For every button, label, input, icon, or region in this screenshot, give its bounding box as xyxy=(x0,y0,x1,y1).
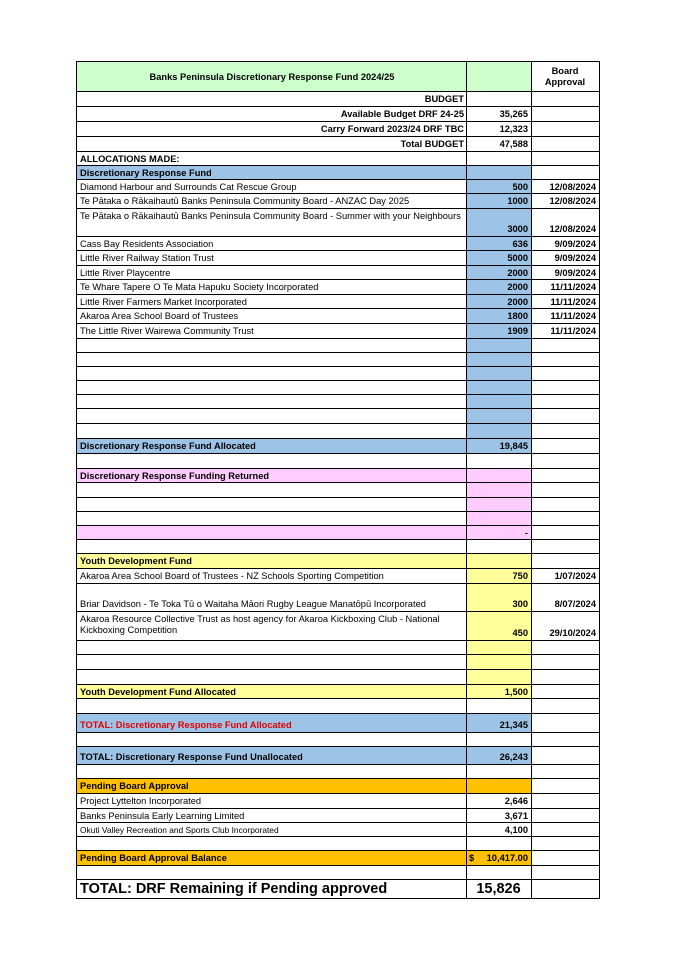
drf-grant-date: 12/08/2024 xyxy=(531,208,600,236)
pending-grant-name: Banks Peninsula Early Learning Limited xyxy=(76,808,466,822)
drf-grant-name: Cass Bay Residents Association xyxy=(76,236,466,250)
drf-grant-date: 11/11/2024 xyxy=(531,294,600,308)
total-allocated-row xyxy=(76,713,600,732)
remaining-label: TOTAL: DRF Remaining if Pending approved xyxy=(76,879,466,899)
drf-grant-name: Little River Farmers Market Incorporated xyxy=(76,294,466,308)
empty-row xyxy=(76,732,600,746)
drf-grant-name: The Little River Wairewa Community Trust xyxy=(76,323,466,338)
drf-grant-name: Te Whare Tapere O Te Mata Hapuku Society Incorporated xyxy=(76,279,466,294)
carry-forward-value: 12,323 xyxy=(466,121,531,136)
returned-total-row xyxy=(76,525,600,539)
pending-balance-row xyxy=(76,850,600,865)
table-row xyxy=(76,822,600,836)
sheet-title: Banks Peninsula Discretionary Response Fund 2024/25 xyxy=(76,61,466,91)
remaining-value: 15,826 xyxy=(466,879,531,899)
youth-heading-row xyxy=(76,553,600,568)
table-row xyxy=(76,294,600,308)
drf-grant-date: 9/09/2024 xyxy=(531,250,600,265)
empty-row xyxy=(76,423,600,438)
empty-row xyxy=(76,640,600,654)
drf-grant-date: 12/08/2024 xyxy=(531,179,600,193)
drf-grant-date: 9/09/2024 xyxy=(531,265,600,279)
empty-row xyxy=(76,453,600,468)
total-unallocated-row xyxy=(76,746,600,764)
drf-heading: Discretionary Response Fund xyxy=(76,165,466,179)
pending-balance-currency: $ xyxy=(469,853,475,863)
drf-grant-name: Little River Railway Station Trust xyxy=(76,250,466,265)
youth-grant-name: Briar Davidson - Te Toka Tū o Waitaha Māori Rugby League Manatōpū Incorporated xyxy=(76,583,466,611)
available-budget-row xyxy=(76,106,600,121)
drf-grant-amount: 1909 xyxy=(466,323,531,338)
table-row xyxy=(76,323,600,338)
drf-grant-amount: 636 xyxy=(466,236,531,250)
pending-heading-row xyxy=(76,778,600,793)
board-approval-header xyxy=(531,61,600,91)
returned-heading: Discretionary Response Funding Returned xyxy=(76,468,466,482)
empty-row xyxy=(76,497,600,511)
total-budget-row xyxy=(76,136,600,151)
empty-cell xyxy=(466,61,531,91)
pending-grant-amount: 2,646 xyxy=(466,793,531,808)
pending-heading: Pending Board Approval xyxy=(76,778,466,793)
pending-grant-name: Okuti Valley Recreation and Sports Club Incorporated xyxy=(76,822,466,836)
empty-row xyxy=(76,380,600,394)
empty-row xyxy=(76,865,600,879)
pending-balance-amount: 10,417.00 xyxy=(486,853,528,863)
drf-grant-name: Te Pātaka o Rākaihautū Banks Peninsula Community Board - Summer with your Neighbours xyxy=(76,208,466,236)
empty-row xyxy=(76,408,600,423)
board-approval-header-line2: Approval xyxy=(544,77,586,87)
table-row xyxy=(76,208,600,236)
available-budget-label: Available Budget DRF 24-25 xyxy=(76,106,466,121)
drf-grant-name: Little River Playcentre xyxy=(76,265,466,279)
drf-grant-date: 12/08/2024 xyxy=(531,193,600,208)
table-row xyxy=(76,611,600,640)
empty-row xyxy=(76,352,600,366)
empty-row xyxy=(76,764,600,778)
table-row xyxy=(76,236,600,250)
drf-grant-amount: 2000 xyxy=(466,294,531,308)
youth-allocated-label: Youth Development Fund Allocated xyxy=(76,684,466,698)
total-unallocated-label: TOTAL: Discretionary Response Fund Unallocated xyxy=(76,746,466,764)
allocations-made-label: ALLOCATIONS MADE: xyxy=(76,151,466,165)
youth-allocated-value: 1,500 xyxy=(466,684,531,698)
drf-grant-date: 11/11/2024 xyxy=(531,308,600,323)
table-row xyxy=(76,583,600,611)
drf-grant-amount: 5000 xyxy=(466,250,531,265)
empty-row xyxy=(76,654,600,669)
allocations-made-row xyxy=(76,151,600,165)
table-row xyxy=(76,265,600,279)
budget-label-row xyxy=(76,91,600,106)
drf-grant-name: Akaroa Area School Board of Trustees xyxy=(76,308,466,323)
empty-row xyxy=(76,482,600,497)
drf-heading-row xyxy=(76,165,600,179)
youth-allocated-row xyxy=(76,684,600,698)
youth-grant-date: 29/10/2024 xyxy=(531,611,600,640)
budget-label: BUDGET xyxy=(76,91,466,106)
drf-grant-amount: 1800 xyxy=(466,308,531,323)
pending-grant-amount: 4,100 xyxy=(466,822,531,836)
table-row xyxy=(76,808,600,822)
table-row xyxy=(76,193,600,208)
youth-grant-name: Akaroa Area School Board of Trustees - NZ Schools Sporting Competition xyxy=(76,568,466,583)
total-unallocated-value: 26,243 xyxy=(466,746,531,764)
empty-row xyxy=(76,511,600,525)
table-row xyxy=(76,568,600,583)
total-budget-label: Total BUDGET xyxy=(76,136,466,151)
total-allocated-value: 21,345 xyxy=(466,713,531,732)
empty-row xyxy=(76,366,600,380)
drf-grant-amount: 500 xyxy=(466,179,531,193)
remaining-row xyxy=(76,879,600,899)
drf-grant-amount: 3000 xyxy=(466,208,531,236)
drf-grant-date: 9/09/2024 xyxy=(531,236,600,250)
total-allocated-label: TOTAL: Discretionary Response Fund Allocated xyxy=(76,713,466,732)
carry-forward-row xyxy=(76,121,600,136)
budget-spreadsheet xyxy=(76,61,600,899)
youth-heading: Youth Development Fund xyxy=(76,553,466,568)
drf-grant-name: Diamond Harbour and Surrounds Cat Rescue Group xyxy=(76,179,466,193)
carry-forward-label: Carry Forward 2023/24 DRF TBC xyxy=(76,121,466,136)
total-budget-value: 47,588 xyxy=(466,136,531,151)
empty-row xyxy=(76,394,600,408)
youth-grant-amount: 450 xyxy=(466,611,531,640)
empty-row xyxy=(76,698,600,713)
drf-grant-name: Te Pātaka o Rākaihautū Banks Peninsula Community Board - ANZAC Day 2025 xyxy=(76,193,466,208)
empty-row xyxy=(76,539,600,553)
drf-allocated-value: 19,845 xyxy=(466,438,531,453)
table-row xyxy=(76,279,600,294)
youth-grant-amount: 750 xyxy=(466,568,531,583)
table-row xyxy=(76,793,600,808)
table-row xyxy=(76,308,600,323)
returned-total-value: - xyxy=(466,525,531,539)
pending-balance-value xyxy=(466,850,531,865)
empty-row xyxy=(76,669,600,684)
youth-grant-date: 8/07/2024 xyxy=(531,583,600,611)
youth-grant-amount: 300 xyxy=(466,583,531,611)
pending-grant-name: Project Lyttelton Incorporated xyxy=(76,793,466,808)
drf-grant-amount: 1000 xyxy=(466,193,531,208)
drf-allocated-row xyxy=(76,438,600,453)
drf-allocated-label: Discretionary Response Fund Allocated xyxy=(76,438,466,453)
drf-grant-amount: 2000 xyxy=(466,279,531,294)
youth-grant-date: 1/07/2024 xyxy=(531,568,600,583)
drf-grant-amount: 2000 xyxy=(466,265,531,279)
drf-grant-date: 11/11/2024 xyxy=(531,279,600,294)
available-budget-value: 35,265 xyxy=(466,106,531,121)
table-row xyxy=(76,179,600,193)
youth-grant-name: Akaroa Resource Collective Trust as host agency for Akaroa Kickboxing Club - National Kickboxing Competition xyxy=(76,611,466,640)
empty-row xyxy=(76,338,600,352)
title-row xyxy=(76,61,600,91)
empty-row xyxy=(76,836,600,850)
pending-grant-amount: 3,671 xyxy=(466,808,531,822)
board-approval-header-line1: Board xyxy=(551,66,579,76)
returned-heading-row xyxy=(76,468,600,482)
drf-grant-date: 11/11/2024 xyxy=(531,323,600,338)
pending-balance-label: Pending Board Approval Balance xyxy=(76,850,466,865)
table-row xyxy=(76,250,600,265)
